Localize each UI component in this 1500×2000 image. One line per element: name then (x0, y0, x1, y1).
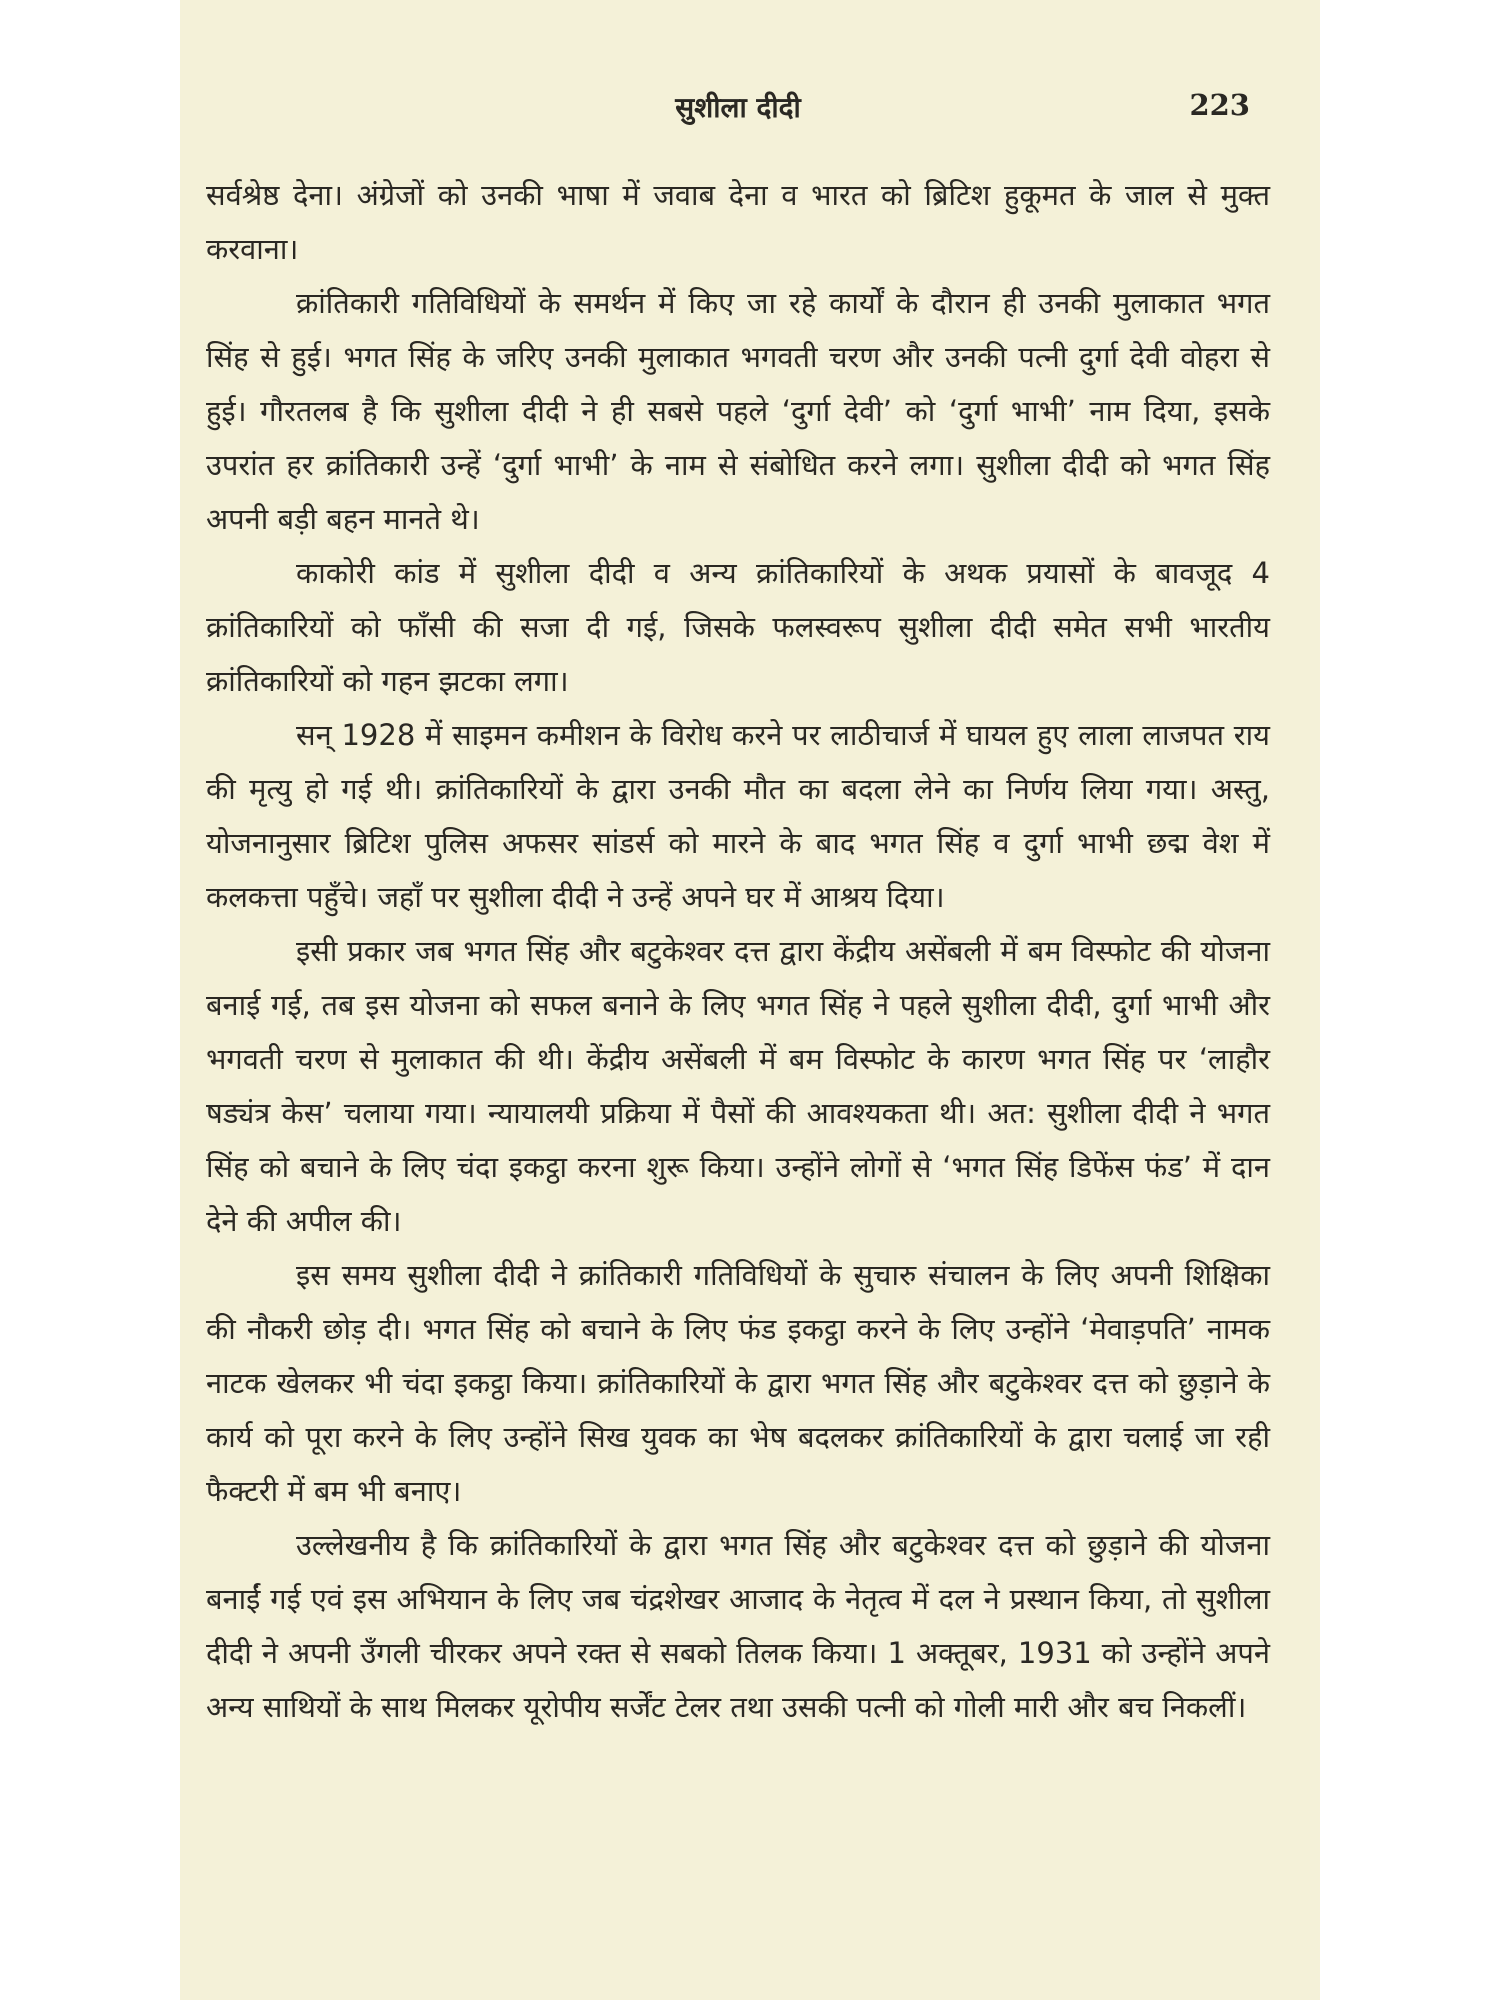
running-head (206, 0, 1270, 124)
paragraph: क्रांतिकारी गतिविधियों के समर्थन में किए जा रहे कार्यों के दौरान ही उनकी मुलाकात भगत सिंह से हुई। भगत सिंह के जरिए उनकी मुलाकात भगवती चरण और उनकी पत्नी दुर्गा देवी वोहरा से हुई। गौरतलब है कि सुशीला दीदी ने ही सबसे पहले ‘दुर्गा देवी’ को ‘दुर्गा भाभी’ नाम दिया, इसके उपरांत हर क्रांतिकारी उन्हें ‘दुर्गा भाभी’ के नाम से संबोधित करने लगा। सुशीला दीदी को भगत सिंह अपनी बड़ी बहन मानते थे। (206, 286, 1270, 536)
paragraph: सन् 1928 में साइमन कमीशन के विरोध करने पर लाठीचार्ज में घायल हुए लाला लाजपत राय की मृत्यु हो गई थी। क्रांतिकारियों के द्वारा उनकी मौत का बदला लेने का निर्णय लिया गया। अस्तु, योजनानुसार ब्रिटिश पुलिस अफसर सांडर्स को मारने के बाद भगत सिंह व दुर्गा भाभी छद्म वेश में कलकत्ता पहुँचे। जहाँ पर सुशीला दीदी ने उन्हें अपने घर में आश्रय दिया। (206, 718, 1270, 914)
chapter-title: सुशीला दीदी (675, 91, 801, 124)
paragraph: उल्लेखनीय है कि क्रांतिकारियों के द्वारा भगत सिंह और बटुकेश्वर दत्त को छुड़ाने की योजना बनाईं गई एवं इस अभियान के लिए जब चंद्रशेखर आजाद के नेतृत्व में दल ने प्रस्थान किया, तो सुशीला दीदी ने अपनी उँगली चीरकर अपने रक्त से सबको तिलक किया। 1 अक्तूबर, 1931 को उन्होंने अपने अन्य साथियों के साथ मिलकर यूरोपीय सर्जेंट टेलर तथा उसकी पत्नी को गोली मारी और बच निकलीं। (206, 1528, 1270, 1724)
book-page (180, 0, 1320, 2000)
body-text (206, 168, 1270, 1734)
paragraph: काकोरी कांड में सुशीला दीदी व अन्य क्रांतिकारियों के अथक प्रयासों के बावजूद 4 क्रांतिकारियों को फाँसी की सजा दी गई, जिसके फलस्वरूप सुशीला दीदी समेत सभी भारतीय क्रांतिकारियों को गहन झटका लगा। (206, 556, 1270, 698)
page-number: 223 (1189, 88, 1250, 122)
paragraph: इस समय सुशीला दीदी ने क्रांतिकारी गतिविधियों के सुचारु संचालन के लिए अपनी शिक्षिका की नौकरी छोड़ दी। भगत सिंह को बचाने के लिए फंड इकट्ठा करने के लिए उन्होंने ‘मेवाड़पति’ नामक नाटक खेलकर भी चंदा इकट्ठा किया। क्रांतिकारियों के द्वारा भगत सिंह और बटुकेश्वर दत्त को छुड़ाने के कार्य को पूरा करने के लिए उन्होंने सिख युवक का भेष बदलकर क्रांतिकारियों के द्वारा चलाई जा रही फैक्टरी में बम भी बनाए। (206, 1258, 1270, 1508)
paragraph: सर्वश्रेष्ठ देना। अंग्रेजों को उनकी भाषा में जवाब देना व भारत को ब्रिटिश हुकूमत के जाल से मुक्त करवाना। (206, 178, 1270, 266)
paragraph: इसी प्रकार जब भगत सिंह और बटुकेश्वर दत्त द्वारा केंद्रीय असेंबली में बम विस्फोट की योजना बनाई गई, तब इस योजना को सफल बनाने के लिए भगत सिंह ने पहले सुशीला दीदी, दुर्गा भाभी और भगवती चरण से मुलाकात की थी। केंद्रीय असेंबली में बम विस्फोट के कारण भगत सिंह पर ‘लाहौर षड्यंत्र केस’ चलाया गया। न्यायालयी प्रक्रिया में पैसों की आवश्यकता थी। अत: सुशीला दीदी ने भगत सिंह को बचाने के लिए चंदा इकट्ठा करना शुरू किया। उन्होंने लोगों से ‘भगत सिंह डिफेंस फंड’ में दान देने की अपील की। (206, 934, 1270, 1238)
